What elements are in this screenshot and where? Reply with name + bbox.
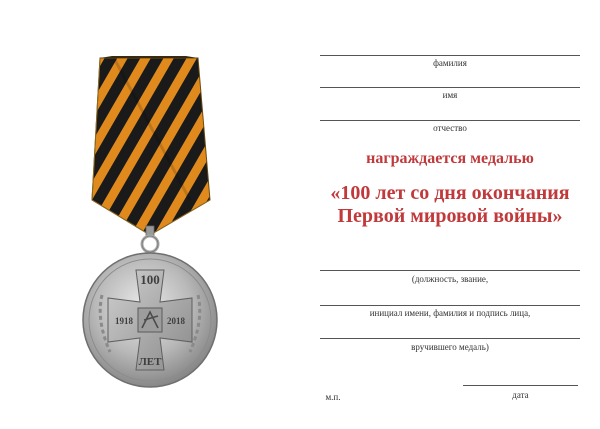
medal-left-year: 1918	[115, 316, 133, 326]
presenter-line-3	[320, 338, 580, 339]
surname-line	[320, 55, 580, 56]
patronymic-caption: отчество	[433, 123, 467, 133]
award-intro: награждается медалью	[366, 150, 534, 167]
medal-right-year: 2018	[167, 316, 185, 326]
surname-caption: фамилия	[433, 58, 467, 68]
presenter-line-2	[320, 305, 580, 306]
date-caption: дата	[512, 390, 529, 400]
award-title-line2: Первой мировой войны»	[337, 205, 563, 227]
award-title	[300, 182, 600, 228]
date-line	[463, 385, 578, 386]
medal-bottom-text: ЛЕТ	[138, 356, 162, 368]
name-caption: имя	[442, 90, 458, 100]
seal-caption: м.п.	[325, 392, 341, 402]
presenter-caption-1: (должность, звание,	[411, 274, 489, 284]
patronymic-line	[320, 120, 580, 121]
award-title-line1: «100 лет со дня окончания	[330, 182, 570, 204]
presenter-caption-3: вручившего медаль)	[411, 342, 489, 352]
medal-top-text: 100	[140, 272, 160, 287]
presenter-caption-2: инициал имени, фамилия и подпись лица,	[369, 308, 531, 318]
presenter-line-1	[320, 270, 580, 271]
name-line	[320, 87, 580, 88]
